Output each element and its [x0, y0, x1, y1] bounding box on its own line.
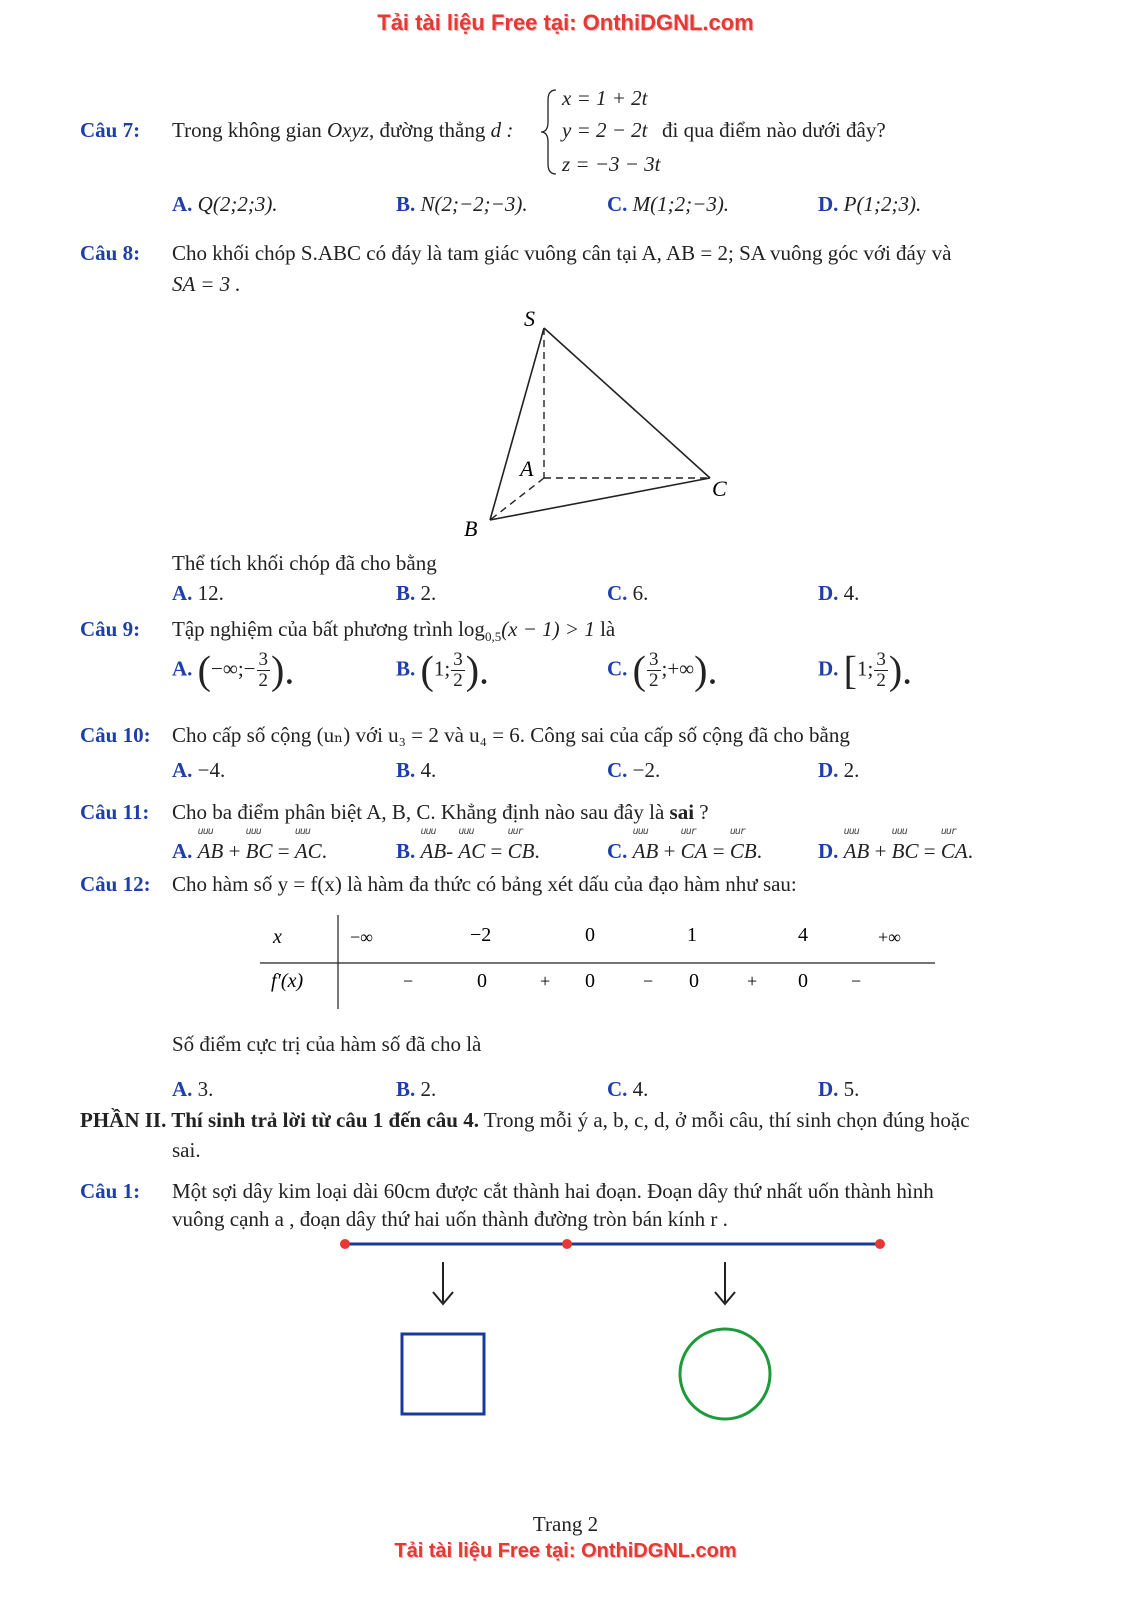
square-shape	[402, 1334, 484, 1414]
vertex-b-label: B	[464, 516, 478, 541]
wire-figure	[330, 1230, 900, 1430]
q8-option-a[interactable]: A. 12.	[172, 581, 224, 605]
p2q1-line1: Một sợi dây kim loại dài 60cm được cắt thành hai đoạn. Đoạn dây thứ nhất uốn thành hình	[172, 1179, 934, 1203]
q7-eq-y: y = 2 − 2t	[562, 118, 648, 142]
q7-text-after: đi qua điểm nào dưới đây?	[662, 118, 886, 142]
q8-option-d[interactable]: D. 4.	[818, 581, 860, 605]
q10-option-b[interactable]: B. 4.	[396, 758, 437, 782]
q11-option-d[interactable]: D. uuu AB + uuu BC = uur CA.	[818, 839, 973, 864]
q10-text: Cho cấp số cộng (uₙ) với u₃ = 2 và u₄ = 6. Công sai của cấp số cộng đã cho bằng	[172, 723, 850, 747]
q11-option-b[interactable]: B. uuu AB- uuu AC = uur CB.	[396, 839, 540, 864]
q7-brace	[538, 86, 562, 178]
q10-option-a[interactable]: A. −4.	[172, 758, 226, 782]
q7-eq-z: z = −3 − 3t	[562, 152, 661, 176]
q7-option-c[interactable]: C. M(1;2;−3).	[607, 192, 730, 216]
sign-cell: −	[643, 971, 654, 991]
sign-table	[255, 915, 940, 1015]
q11-label: Câu 11:	[80, 800, 150, 824]
q7-eq-x: x = 1 + 2t	[562, 86, 648, 110]
q8-option-b[interactable]: B. 2.	[396, 581, 437, 605]
q9-option-d[interactable]: D. [1; $\frac{3}{2}$ ).	[818, 647, 913, 693]
q12-option-d[interactable]: D. 5.	[818, 1077, 860, 1101]
q8-option-c[interactable]: C. 6.	[607, 581, 649, 605]
part2-heading: PHẦN II. Thí sinh trả lời từ câu 1 đến câu 4. Trong mỗi ý a, b, c, d, ở mỗi câu, thí sinh chọn đúng hoặc	[80, 1108, 970, 1132]
table-fprime-head: f′(x)	[271, 970, 304, 992]
q9-option-b[interactable]: B. (1; $\frac{3}{2}$ ).	[396, 647, 490, 693]
q8-line1: Cho khối chóp S.ABC có đáy là tam giác vuông cân tại A, AB = 2; SA vuông góc với đáy và	[172, 241, 952, 265]
q7-text: Trong không gian Oxyz, đường thẳng d :	[172, 118, 514, 142]
q7-option-b[interactable]: B. N(2;−2;−3).	[396, 192, 528, 216]
wire-cut-point	[562, 1239, 572, 1249]
q7-option-d[interactable]: D. P(1;2;3).	[818, 192, 922, 216]
page-number: Trang 2	[532, 1512, 599, 1536]
header-banner[interactable]: Tải tài liệu Free tại: OnthiDGNL.com	[377, 10, 754, 35]
sign-cell: 0	[477, 970, 487, 992]
q7-label: Câu 7:	[80, 118, 141, 142]
q9-label: Câu 9:	[80, 617, 141, 641]
q11-text: Cho ba điểm phân biệt A, B, C. Khẳng định nào sau đây là sai ?	[172, 800, 709, 824]
q10-option-d[interactable]: D. 2.	[818, 758, 860, 782]
q12-text: Cho hàm số y = f(x) là hàm đa thức có bảng xét dấu của đạo hàm như sau:	[172, 872, 797, 896]
q8-label: Câu 8:	[80, 241, 141, 265]
q12-option-c[interactable]: C. 4.	[607, 1077, 649, 1101]
sign-cell: 0	[689, 970, 699, 992]
q9-option-c[interactable]: C. ( $\frac{3}{2}$ ;+∞).	[607, 647, 718, 693]
q12-question: Số điểm cực trị của hàm số đã cho là	[172, 1032, 482, 1056]
sign-cell: 0	[798, 970, 808, 992]
sign-cell: −	[851, 971, 862, 991]
sign-cell: +	[540, 971, 551, 991]
sign-cell: −	[403, 971, 414, 991]
q9-option-a[interactable]: A. (−∞;− $\frac{3}{2}$ ).	[172, 647, 295, 693]
pyramid-figure	[450, 300, 770, 550]
q12-option-a[interactable]: A. 3.	[172, 1077, 214, 1101]
x-value: 0	[585, 924, 595, 946]
vertex-c-label: C	[712, 476, 727, 501]
p2q1-label: Câu 1:	[80, 1179, 141, 1203]
q11-option-a[interactable]: A. uuu AB + uuu BC = uuu AC.	[172, 839, 327, 864]
q8-line2: SA = 3 .	[172, 272, 241, 296]
sign-cell: +	[747, 971, 758, 991]
q10-option-c[interactable]: C. −2.	[607, 758, 661, 782]
vertex-a-label: A	[520, 456, 534, 481]
x-value: 1	[687, 924, 697, 946]
x-value: −2	[470, 924, 492, 946]
table-x-head: x	[273, 926, 282, 948]
q10-label: Câu 10:	[80, 723, 151, 747]
circle-shape	[680, 1329, 770, 1419]
q11-option-c[interactable]: C. uuu AB + uur CA = uur CB.	[607, 839, 762, 864]
vertex-s-label: S	[524, 306, 535, 331]
q8-question: Thể tích khối chóp đã cho bằng	[172, 551, 437, 575]
q12-label: Câu 12:	[80, 872, 151, 896]
footer-banner[interactable]: Tải tài liệu Free tại: OnthiDGNL.com	[394, 1540, 737, 1562]
wire-endpoint-right	[875, 1239, 885, 1249]
x-value: 4	[798, 924, 808, 946]
x-value: −∞	[350, 927, 373, 947]
q7-option-a[interactable]: A. Q(2;2;3).	[172, 192, 278, 216]
q9-text: Tập nghiệm của bất phương trình $\log_{0,5}(x - 1) > 1$ là	[172, 617, 616, 645]
x-value: +∞	[878, 927, 901, 947]
p2q1-line2: vuông cạnh a , đoạn dây thứ hai uốn thành đường tròn bán kính r .	[172, 1207, 728, 1231]
sign-cell: 0	[585, 970, 595, 992]
q12-option-b[interactable]: B. 2.	[396, 1077, 437, 1101]
wire-endpoint-left	[340, 1239, 350, 1249]
part2-heading-line2: sai.	[172, 1138, 201, 1162]
